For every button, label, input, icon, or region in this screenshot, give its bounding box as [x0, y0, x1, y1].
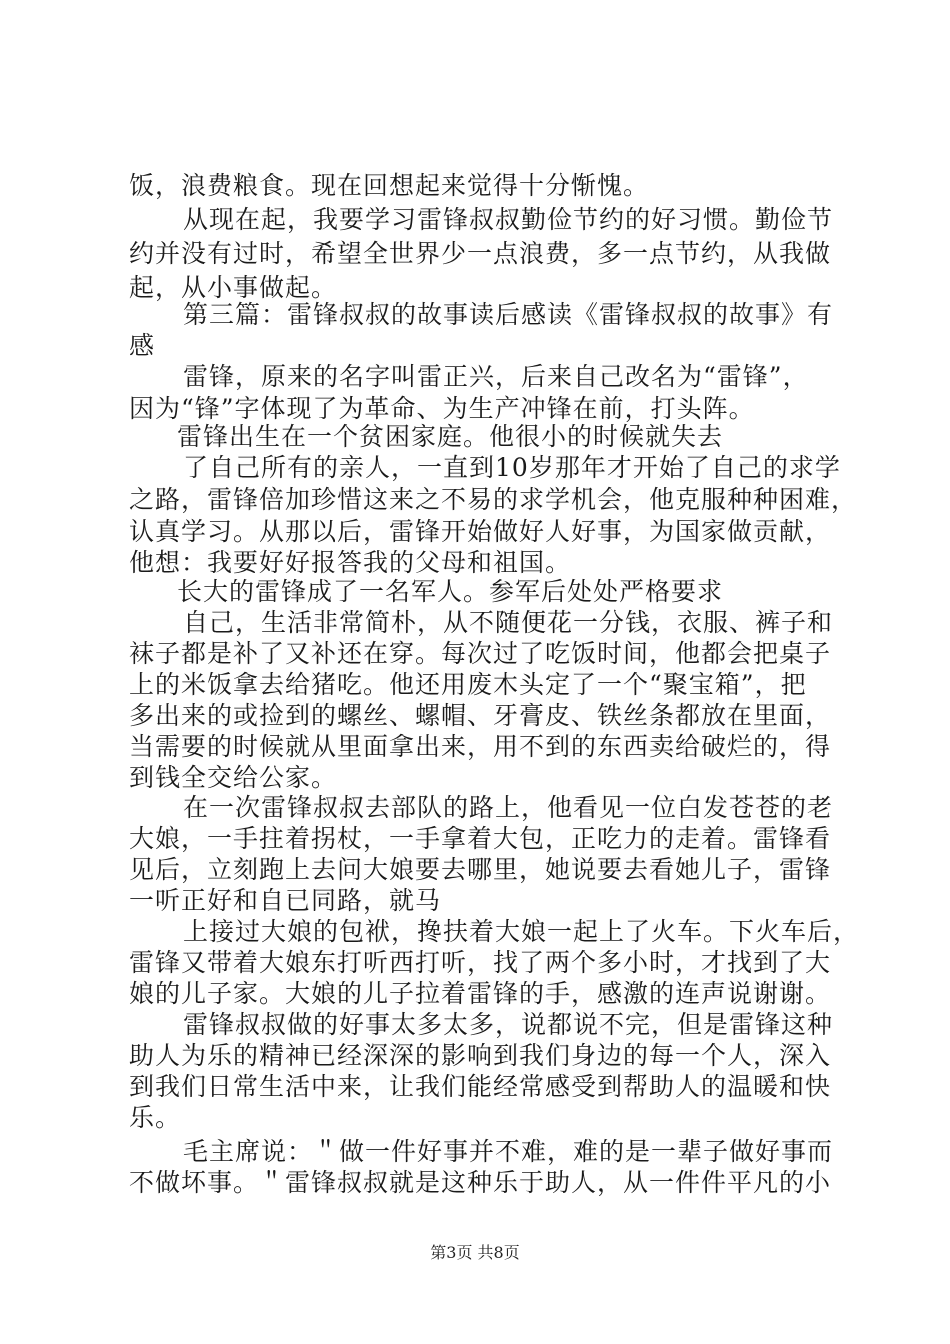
text-line: 上的米饭拿去给猪吃。他还用废木头定了一个“聚宝箱”，把: [129, 670, 807, 699]
text-line: 见后，立刻跑上去问大娘要去哪里，她说要去看她儿子，雷锋: [129, 855, 832, 884]
page-footer: 第3页 共8页: [430, 1243, 520, 1262]
text-line: 到我们日常生活中来，让我们能经常感受到帮助人的温暖和快: [129, 1072, 832, 1101]
text-line: 饭，浪费粮食。现在回想起来觉得十分惭愧。: [129, 171, 650, 200]
text-line: 不做坏事。＂雷锋叔叔就是这种乐于助人，从一件件平凡的小: [129, 1168, 832, 1197]
text-line: 助人为乐的精神已经深深的影响到我们身边的每一个人，深入: [129, 1041, 832, 1070]
text-line: 认真学习。从那以后，雷锋开始做好人好事，为国家做贡献，: [129, 517, 832, 546]
section-heading-continued: 感: [129, 331, 156, 360]
text-line: 之路，雷锋倍加珍惜这来之不易的求学机会，他克服种种困难，: [129, 485, 858, 514]
text-line: 雷锋又带着大娘东打听西打听，找了两个多小时，才找到了大: [129, 948, 832, 977]
text-line: 毛主席说：＂做一件好事并不难，难的是一辈子做好事而: [183, 1137, 834, 1166]
section-heading: 第三篇：雷锋叔叔的故事读后感读《雷锋叔叔的故事》有: [183, 300, 834, 329]
text-line: 大娘，一手拄着拐杖，一手拿着大包，正吃力的走着。雷锋看: [129, 824, 832, 853]
text-line: 当需要的时候就从里面拿出来，用不到的东西卖给破烂的，得: [129, 732, 832, 761]
text-line: 长大的雷锋成了一名军人。参军后处处严格要求: [177, 577, 724, 606]
text-line: 袜子都是补了又补还在穿。每次过了吃饭时间，他都会把桌子: [129, 639, 832, 668]
text-line: 雷锋，原来的名字叫雷正兴，后来自己改名为“雷锋”，: [183, 362, 809, 391]
text-line: 上接过大娘的包袱，搀扶着大娘一起上了火车。下火车后，: [183, 917, 860, 946]
text-line: 到钱全交给公家。: [129, 763, 338, 792]
text-line: 娘的儿子家。大娘的儿子拉着雷锋的手，感激的连声说谢谢。: [129, 979, 832, 1008]
text-line: 起，从小事做起。: [129, 273, 338, 302]
text-line: 他想：我要好好报答我的父母和祖国。: [129, 548, 572, 577]
text-line: 雷锋叔叔做的好事太多太多，说都说不完，但是雷锋这种: [183, 1010, 834, 1039]
text-line: 因为“锋”字体现了为革命、为生产冲锋在前，打头阵。: [129, 394, 755, 423]
text-line: 了自己所有的亲人，一直到10岁那年才开始了自己的求学: [183, 453, 841, 482]
text-line: 自己，生活非常简朴，从不随便花一分钱，衣服、裤子和: [183, 608, 834, 637]
text-line: 从现在起，我要学习雷锋叔叔勤俭节约的好习惯。勤俭节: [183, 205, 834, 234]
text-line: 在一次雷锋叔叔去部队的路上，他看见一位白发苍苍的老: [183, 793, 834, 822]
text-line: 一听正好和自已同路，就马: [129, 886, 442, 915]
text-line: 雷锋出生在一个贫困家庭。他很小的时候就失去: [177, 422, 724, 451]
text-line: 乐。: [129, 1103, 182, 1132]
text-line: 约并没有过时，希望全世界少一点浪费，多一点节约，从我做: [129, 239, 832, 268]
text-line: 多出来的或捡到的螺丝、螺帽、牙膏皮、铁丝条都放在里面，: [129, 701, 832, 730]
